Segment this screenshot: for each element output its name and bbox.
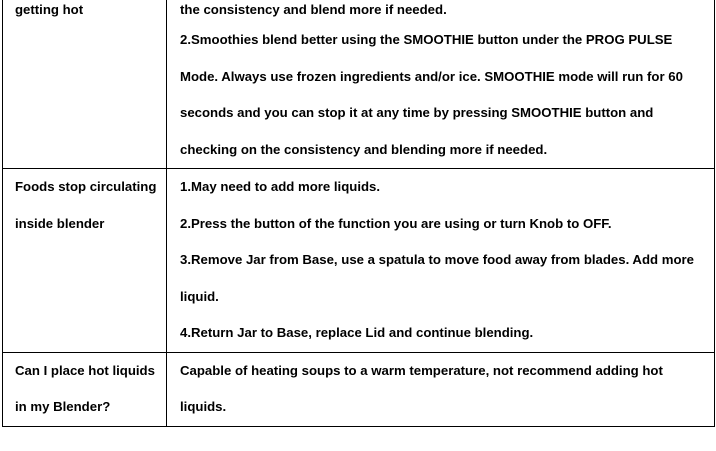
problem-text: inside blender (15, 215, 105, 231)
problem-cell (3, 0, 167, 169)
solution-cell (167, 169, 715, 353)
solution-text: seconds and you can stop it at any time by pressing SMOOTHIE button and (180, 105, 654, 120)
table-row (3, 352, 715, 426)
problem-cell (3, 169, 167, 353)
problem-text: in my Blender? (15, 399, 111, 414)
solution-text: liquids. (180, 399, 227, 414)
problem-text: getting hot (15, 2, 84, 17)
solution-cell (167, 0, 715, 169)
solution-text: Mode. Always use frozen ingredients and/or ice. SMOOTHIE mode will run for 60 (180, 68, 683, 84)
solution-text: checking on the consistency and blending more if needed. (180, 141, 548, 157)
troubleshooting-table (2, 0, 715, 427)
solution-text: 2.Smoothies blend better using the SMOOTHIE button under the PROG PULSE (180, 32, 673, 47)
solution-text: Capable of heating soups to a warm temperature, not recommend adding hot (180, 362, 663, 378)
solution-text: 3.Remove Jar from Base, use a spatula to move food away from blades. Add more (180, 252, 694, 267)
solution-text: 1.May need to add more liquids. (180, 179, 381, 194)
solution-text: the consistency and blend more if needed. (180, 2, 447, 17)
problem-cell (3, 352, 167, 426)
problem-text: Can I place hot liquids (15, 362, 155, 378)
table-row (3, 0, 715, 169)
problem-text: Foods stop circulating (15, 179, 157, 194)
solution-text: 4.Return Jar to Base, replace Lid and continue blending. (180, 325, 534, 340)
solution-cell (167, 352, 715, 426)
solution-text: 2.Press the button of the function you are using or turn Knob to OFF. (180, 215, 612, 231)
solution-text: liquid. (180, 288, 219, 304)
table-row (3, 169, 715, 353)
